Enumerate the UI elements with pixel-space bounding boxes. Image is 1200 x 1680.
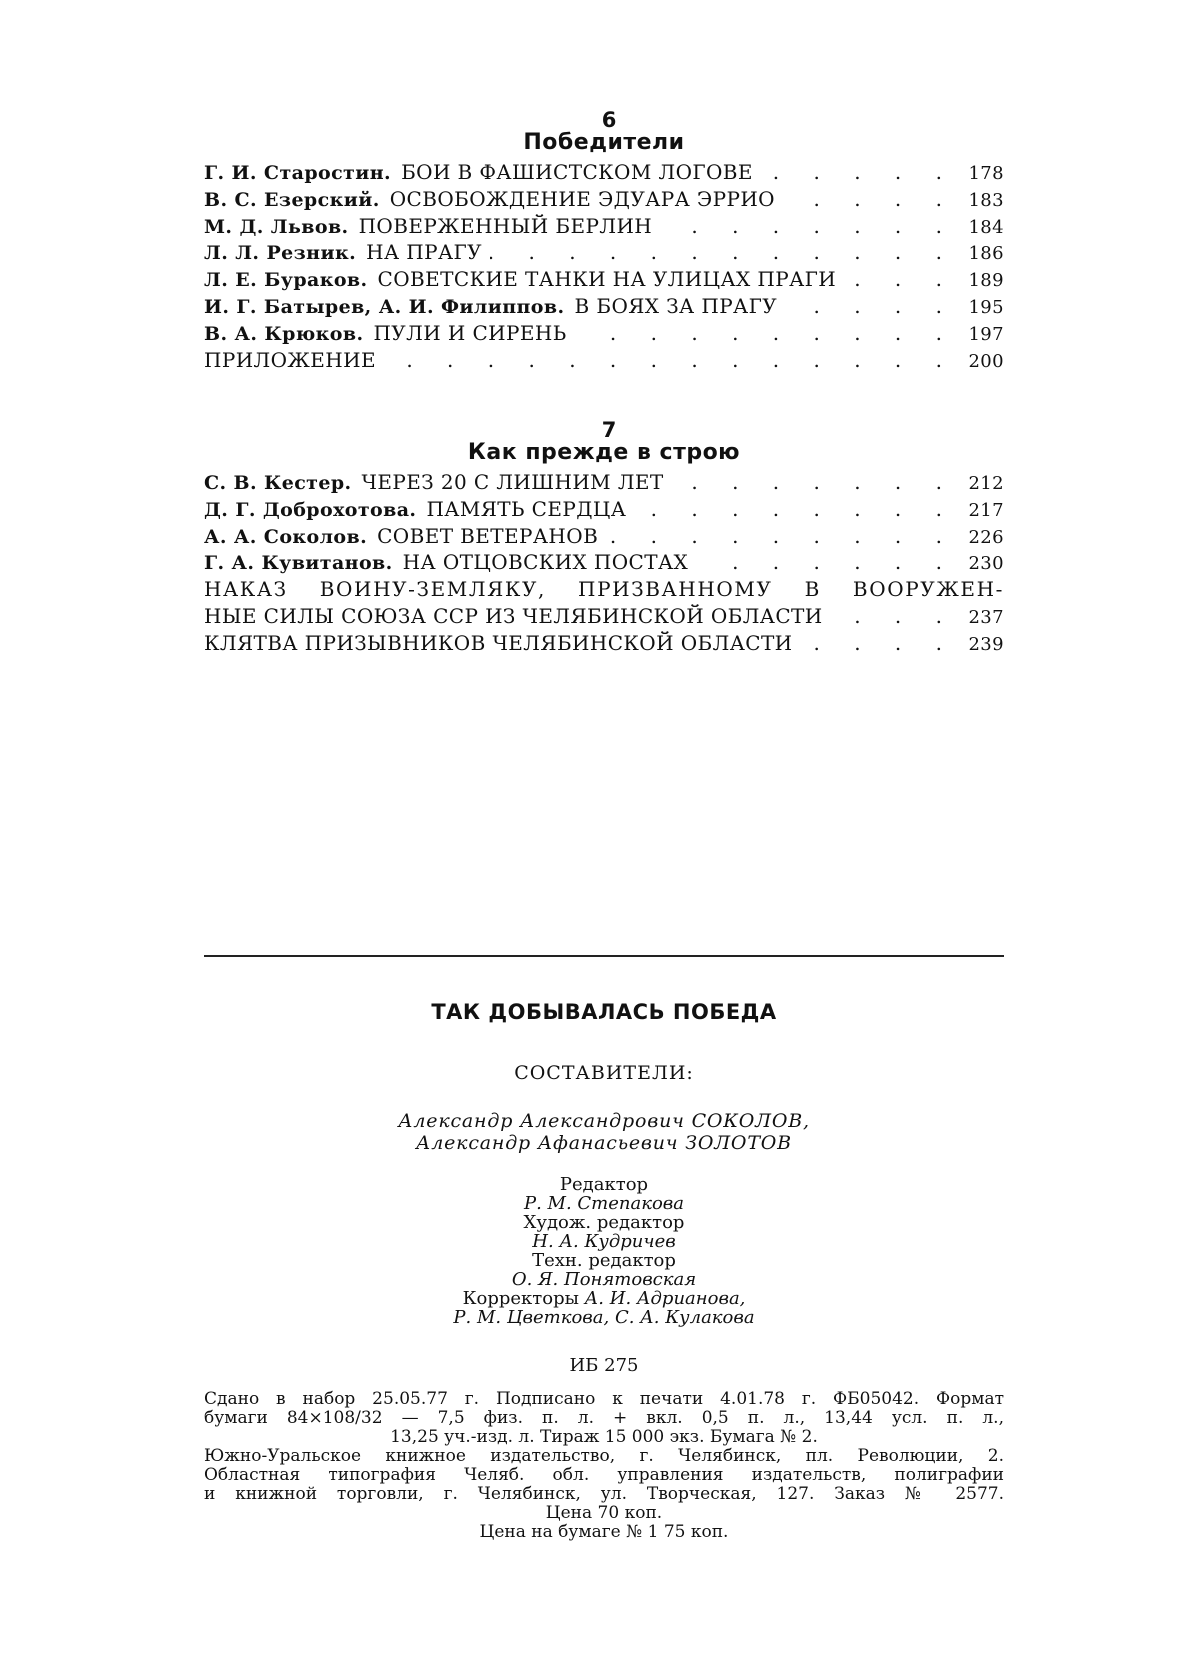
- toc-entry: [204, 550, 1004, 577]
- leader-dots: [490, 240, 956, 264]
- entry-title: КЛЯТВА ПРИЗЫВНИКОВ ЧЕЛЯБИНСКОЙ ОБЛАСТИ: [204, 630, 793, 655]
- compiler-name: Александр Афанасьевич ЗОЛОТОВ: [416, 1132, 792, 1154]
- entry-author: В. С. Езерский.: [204, 188, 380, 211]
- entry-author: Л. Л. Резник.: [204, 242, 357, 265]
- book-title: ТАК ДОБЫВАЛАСЬ ПОБЕДА: [431, 1000, 777, 1024]
- details-line: Сдано в набор 25.05.77 г. Подписано к печати 4.01.78 г. ФБ05042. Формат: [204, 1389, 1004, 1409]
- ib-number: ИБ 275: [569, 1355, 639, 1376]
- toc-entry: [204, 604, 1004, 631]
- entry-author: А. А. Соколов.: [204, 525, 368, 548]
- compilers-list: [204, 1110, 1004, 1154]
- entry-title: НА ОТЦОВСКИХ ПОСТАХ: [402, 550, 689, 575]
- leader-dots: [696, 550, 956, 574]
- leader-dots: [606, 524, 956, 548]
- section-title: Победители: [523, 130, 685, 155]
- entry-page: 237: [968, 606, 1004, 628]
- entry-author: Г. А. Кувитанов.: [204, 552, 393, 575]
- entry-title: ОСВОБОЖДЕНИЕ ЭДУАРА ЭРРИО: [389, 186, 775, 211]
- entry-page: 184: [968, 216, 1004, 238]
- details-line: бумаги 84×108/32 — 7,5 физ. п. л. + вкл. 0,5 п. л., 13,44 усл. п. л.,: [204, 1408, 1004, 1428]
- art-editor-name: Н. А. Кудричев: [532, 1231, 676, 1252]
- toc-entry: [204, 348, 1004, 375]
- toc-section-7: [204, 420, 1004, 658]
- entry-page: 226: [968, 526, 1004, 548]
- details-line: и книжной торговли, г. Челябинск, ул. Творческая, 127. Заказ № 2577.: [204, 1484, 1004, 1504]
- leader-dots: [761, 160, 956, 184]
- price: Цена 70 коп.: [545, 1503, 663, 1523]
- toc-entry: [204, 214, 1004, 241]
- entry-title: В БОЯХ ЗА ПРАГУ: [574, 293, 778, 318]
- entry-title: НЫЕ СИЛЫ СОЮЗА ССР ИЗ ЧЕЛЯБИНСКОЙ ОБЛАСТИ: [204, 603, 823, 628]
- price-block: [204, 1504, 1004, 1542]
- toc-entry: [204, 187, 1004, 214]
- section-title: Как прежде в строю: [467, 440, 741, 465]
- proofreaders-names: Р. М. Цветкова, С. А. Кулакова: [453, 1307, 755, 1328]
- entry-author: М. Д. Львов.: [204, 215, 349, 238]
- entry-title: ЧЕРЕЗ 20 С ЛИШНИМ ЛЕТ: [361, 470, 664, 494]
- toc-entry: [204, 497, 1004, 524]
- leader-dots: [672, 470, 956, 494]
- leader-dots: [783, 187, 956, 211]
- toc-entry: [204, 240, 1004, 267]
- toc-entry: [204, 294, 1004, 321]
- entry-title: СОВЕТ ВЕТЕРАНОВ: [377, 523, 599, 548]
- toc-section-6: [204, 110, 1004, 374]
- leader-dots: [785, 294, 956, 318]
- entry-author: И. Г. Батырев, А. И. Филиппов.: [204, 295, 565, 318]
- entry-page: 212: [968, 473, 1004, 494]
- leader-dots: [634, 497, 956, 521]
- details-line: 13,25 уч.-изд. л. Тираж 15 000 экз. Бумага № 2.: [390, 1427, 818, 1447]
- leader-dots: [384, 348, 956, 372]
- section-number: 6: [601, 108, 617, 132]
- details-line: Областная типография Челяб. обл. управления издательств, полиграфии: [204, 1465, 1004, 1485]
- entry-page: 183: [968, 189, 1004, 211]
- entry-page: 217: [968, 499, 1004, 521]
- editor-label: Редактор: [559, 1174, 649, 1195]
- entry-title: ПУЛИ И СИРЕНЬ: [373, 320, 567, 345]
- entry-page: 230: [968, 553, 1004, 575]
- section-number: 7: [601, 418, 617, 442]
- entry-title: НА ПРАГУ: [366, 240, 482, 265]
- price: Цена на бумаге № 1 75 коп.: [479, 1522, 729, 1542]
- leader-dots: [660, 214, 956, 238]
- toc-entry: [204, 631, 1004, 658]
- entry-page: 186: [968, 243, 1004, 265]
- toc-entry: [204, 267, 1004, 294]
- leader-dots: [844, 267, 956, 291]
- entry-title: ПРИЛОЖЕНИЕ: [204, 347, 376, 372]
- leader-dots: [575, 321, 956, 345]
- details-line: Южно-Уральское книжное издательство, г. Челябинск, пл. Революции, 2.: [204, 1446, 1004, 1466]
- entry-author: В. А. Крюков.: [204, 322, 364, 345]
- entry-title: БОИ В ФАШИСТСКОМ ЛОГОВЕ: [401, 160, 753, 184]
- compilers-label: СОСТАВИТЕЛИ:: [514, 1062, 694, 1084]
- toc-entry: [204, 321, 1004, 348]
- divider-rule: [204, 955, 1004, 957]
- proofreaders-names: А. И. Адрианова,: [584, 1288, 746, 1309]
- proofreaders-line: [204, 1289, 1004, 1308]
- editorial-staff: [204, 1175, 1004, 1327]
- entry-title: СОВЕТСКИЕ ТАНКИ НА УЛИЦАХ ПРАГИ: [377, 267, 837, 292]
- art-editor-label: Худож. редактор: [523, 1212, 685, 1233]
- leader-dots: [801, 631, 956, 655]
- entry-page: 178: [968, 163, 1004, 184]
- entry-page: 195: [968, 296, 1004, 318]
- tech-editor-name: О. Я. Понятовская: [511, 1269, 697, 1290]
- toc-entry-line: НАКАЗ ВОИНУ-ЗЕМЛЯКУ, ПРИЗВАННОМУ В ВООРУЖЕН-: [204, 577, 1004, 602]
- entry-page: 189: [968, 270, 1004, 292]
- toc-entry: [204, 470, 1004, 497]
- toc-entry: [204, 524, 1004, 551]
- entry-author: С. В. Кестер.: [204, 472, 352, 494]
- entry-page: 197: [968, 323, 1004, 345]
- proofreaders-label: Корректоры: [462, 1288, 579, 1309]
- entry-author: Л. Е. Бураков.: [204, 269, 368, 292]
- entry-author: Д. Г. Доброхотова.: [204, 498, 417, 521]
- leader-dots: [831, 604, 956, 628]
- entry-title: ПАМЯТЬ СЕРДЦА: [426, 496, 627, 521]
- entry-page: 239: [968, 633, 1004, 655]
- toc-entry: [204, 160, 1004, 187]
- compiler-name: Александр Александрович СОКОЛОВ,: [398, 1110, 810, 1132]
- entry-page: 200: [968, 350, 1004, 372]
- tech-editor-label: Техн. редактор: [532, 1250, 676, 1271]
- entry-author: Г. И. Старостин.: [204, 162, 392, 184]
- entry-title: ПОВЕРЖЕННЫЙ БЕРЛИН: [358, 213, 653, 238]
- editor-name: Р. М. Степакова: [523, 1193, 685, 1214]
- publication-details: [204, 1390, 1004, 1504]
